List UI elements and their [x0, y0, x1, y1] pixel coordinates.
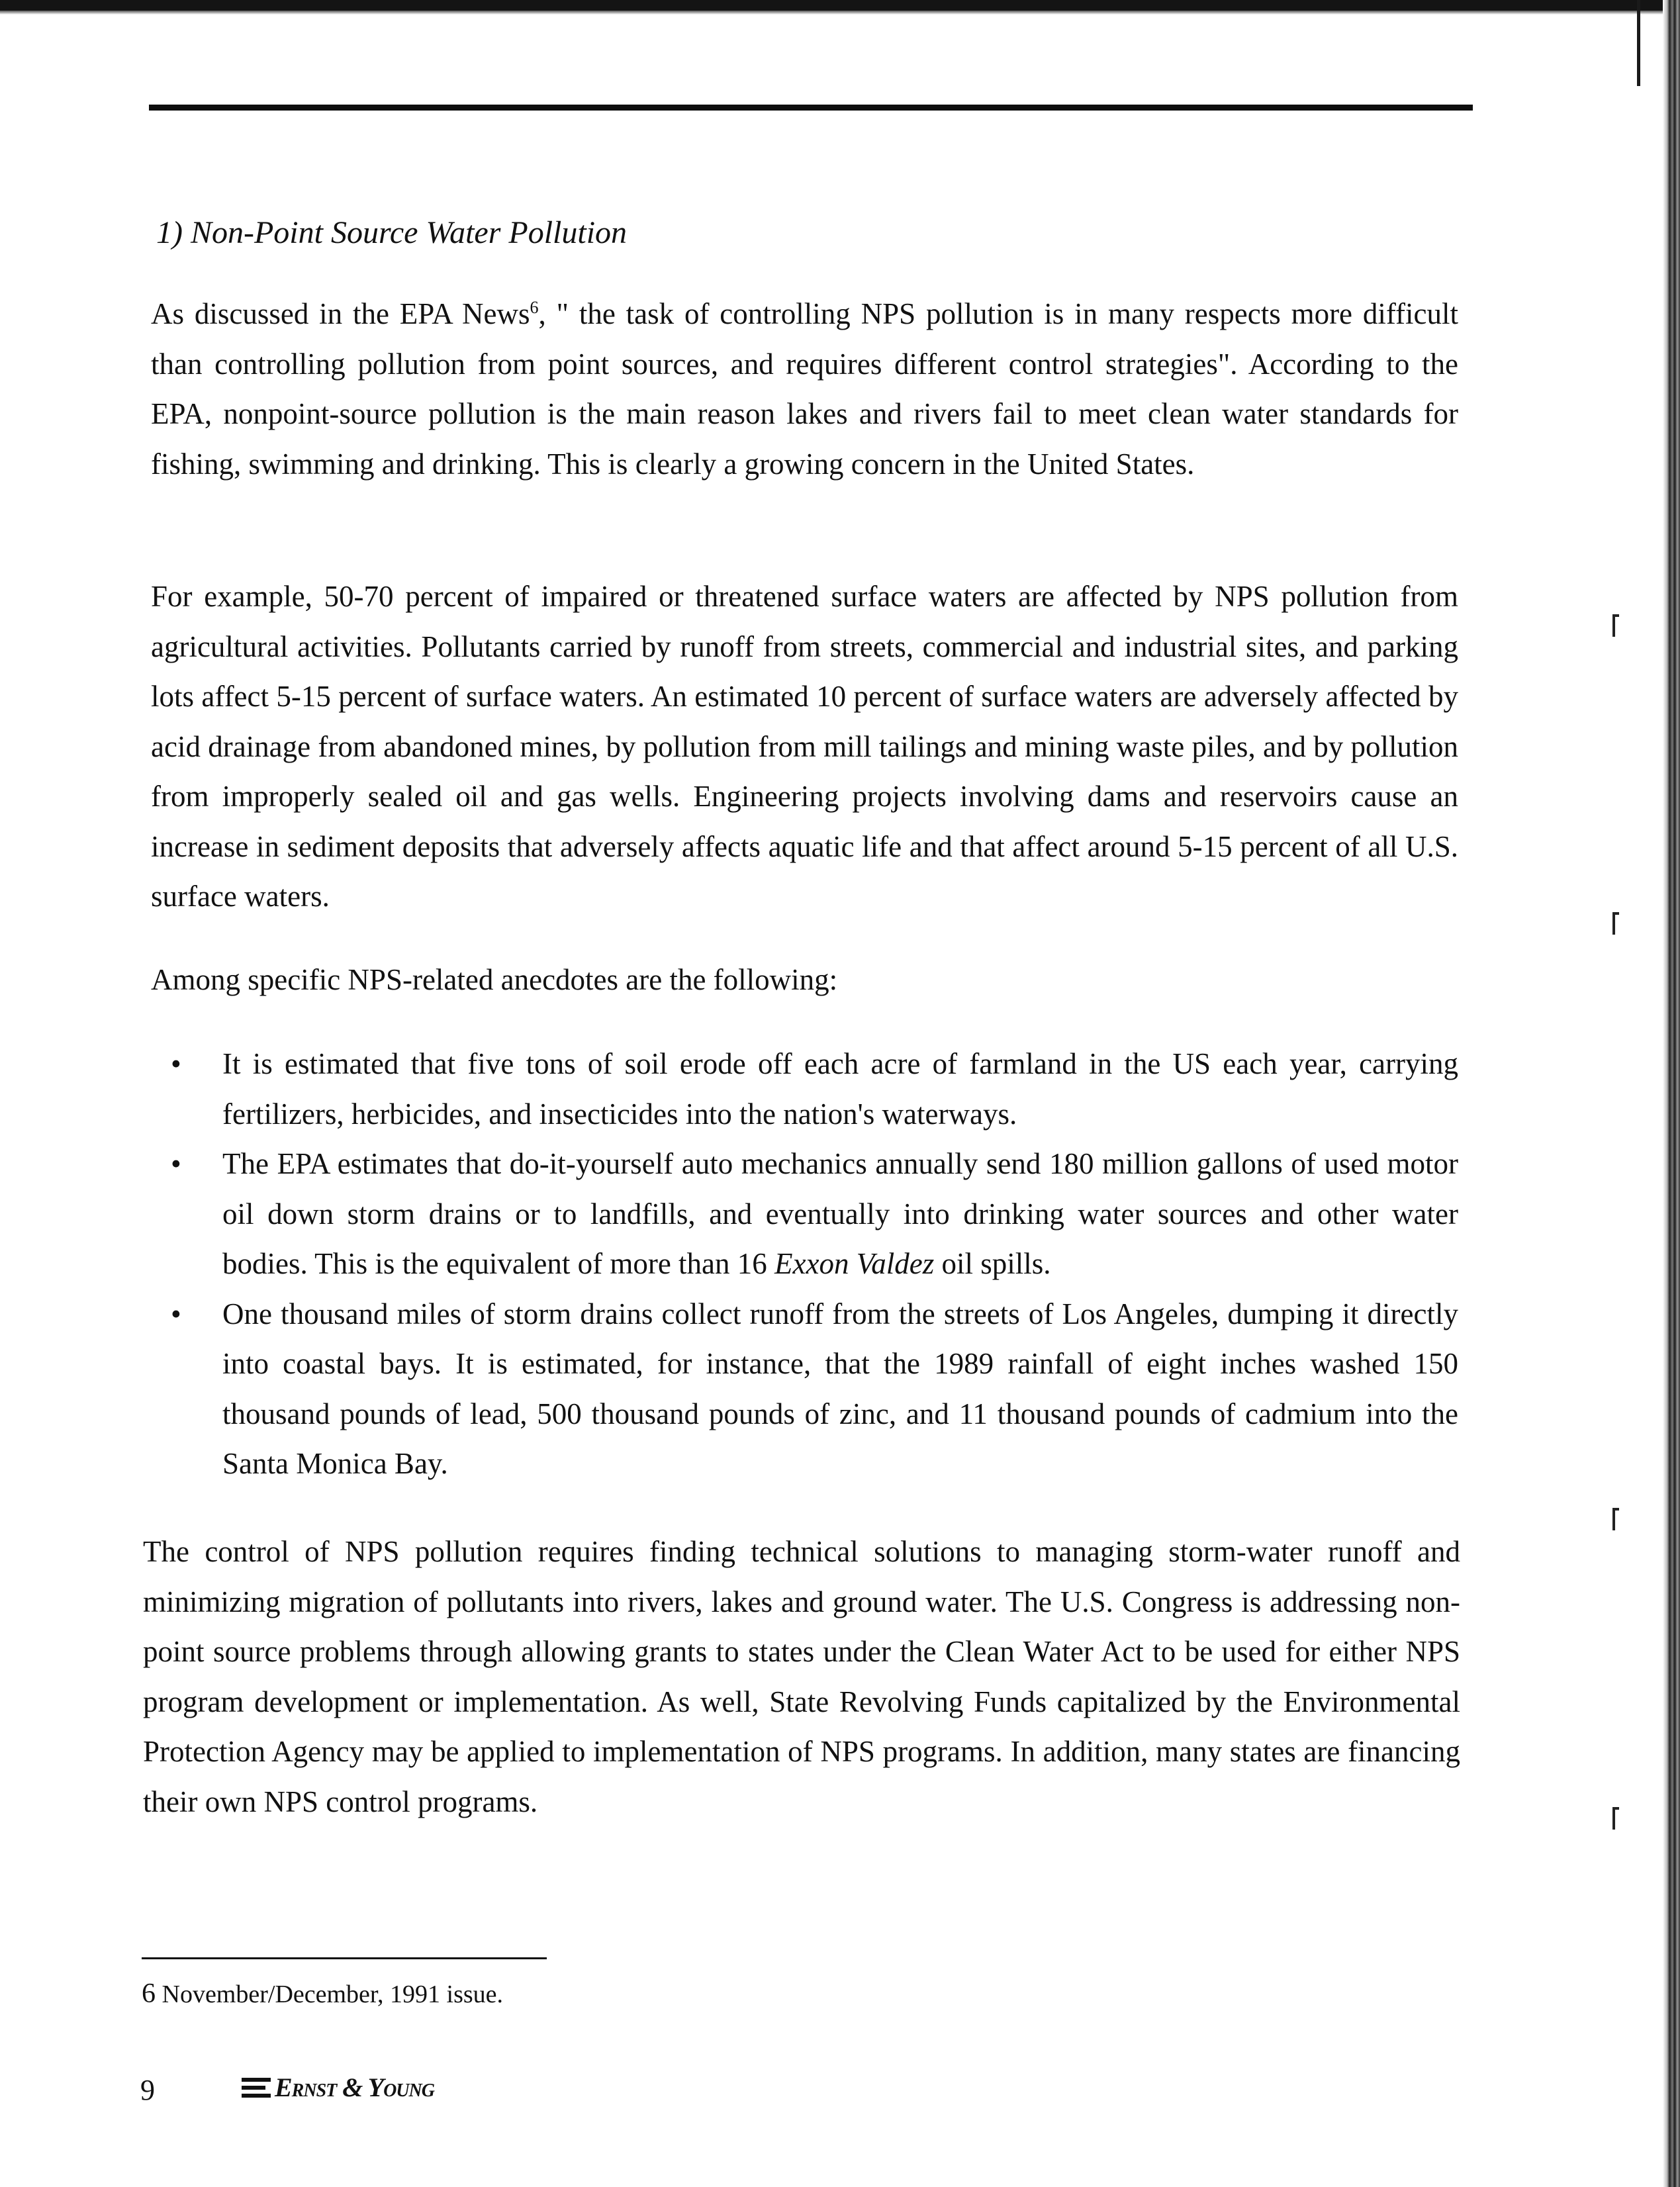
- anecdote-list: [171, 1039, 1458, 1489]
- footnote: [142, 1974, 503, 2014]
- list-item-text: It is estimated that five tons of soil erode off each acre of farmland in the US each year, carrying fertilizers, herbicides, and insecticides into the nation's waterways.: [222, 1047, 1458, 1131]
- list-item: [171, 1139, 1458, 1289]
- binder-mark: [1612, 912, 1619, 935]
- footnote-rule: [142, 1957, 547, 1959]
- logo-text: Ernst & Young: [275, 2072, 434, 2102]
- list-item-text-end: oil spills.: [934, 1247, 1051, 1280]
- paragraph-1: [151, 289, 1458, 489]
- footnote-number: 6: [142, 1978, 156, 2009]
- paragraph-2: For example, 50-70 percent of impaired or threatened surface waters are affected by NPS pollution from agricultural activities. Pollutants carried by runoff from streets, commercial and industrial sites, and parking lots affect 5-15 percent of surface waters. An estimated 10 percent of surface waters are adversely affected by acid drainage from abandoned mines, by pollution from mill tailings and mining waste piles, and by pollution from improperly sealed oil and gas wells. Engineering projects involving dams and reservoirs cause an increase in sediment deposits that adversely affects aquatic life and that affect around 5-15 percent of all U.S. surface waters.: [151, 580, 1458, 913]
- page-number: 9: [140, 2074, 155, 2106]
- binder-mark: [1612, 614, 1619, 637]
- list-item: [171, 1289, 1458, 1489]
- bullet-icon: •: [171, 1047, 181, 1080]
- paragraph-4: The control of NPS pollution requires finding technical solutions to managing storm-water runoff and minimizing migration of pollutants into rivers, lakes and ground water. The U.S. Congress is addressing non-point source problems through allowing grants to states under the Clean Water Act to be used for either NPS program development or implementation. As well, State Revolving Funds capitalized by the Environmental Protection Agency may be applied to implementation of NPS programs. In addition, many states are financing their own NPS control programs.: [143, 1535, 1460, 1818]
- list-item-text: The EPA estimates that do-it-yourself auto mechanics annually send 180 million gallons of used motor oil down storm drains or to landfills, and eventually into drinking water sources and other water bodies. This is the equivalent of more than 16: [222, 1147, 1458, 1280]
- ey-logo-icon: [242, 2076, 271, 2099]
- italic-vessel-name: Exxon Valdez: [774, 1247, 935, 1280]
- paragraph-3: Among specific NPS-related anecdotes are the following:: [151, 963, 838, 996]
- binder-mark: [1612, 1508, 1619, 1530]
- paragraph-1-rest: , " the task of controlling NPS pollution is in many respects more difficult than controlling pollution from point sources, and requires different control strategies". According to the EPA, nonpoint-source pollution is the main reason lakes and rivers fail to meet clean water standards for fishing, swimming and drinking. This is clearly a growing concern in the United States.: [151, 297, 1458, 481]
- scan-right-border: [1663, 0, 1680, 2187]
- footnote-reference: 6: [530, 298, 539, 317]
- section-heading: 1) Non-Point Source Water Pollution: [156, 215, 628, 250]
- bullet-icon: •: [171, 1297, 181, 1330]
- footnote-text: November/December, 1991 issue.: [156, 1980, 504, 2008]
- company-logo: [242, 2072, 434, 2103]
- binder-mark: [1612, 1807, 1619, 1830]
- list-item-text: One thousand miles of storm drains collect runoff from the streets of Los Angeles, dumping it directly into coastal bays. It is estimated, for instance, that the 1989 rainfall of eight inches washed 150 thousand pounds of lead, 500 thousand pounds of zinc, and 11 thousand pounds of cadmium into the Santa Monica Bay.: [222, 1297, 1458, 1480]
- header-rule: [149, 105, 1473, 111]
- scan-right-mark: [1637, 0, 1640, 86]
- bullet-icon: •: [171, 1147, 181, 1180]
- scan-top-border: [0, 0, 1680, 11]
- scan-top-shadow: [0, 11, 1680, 15]
- paragraph-1-start: As discussed in the EPA News: [151, 297, 530, 330]
- list-item: [171, 1039, 1458, 1139]
